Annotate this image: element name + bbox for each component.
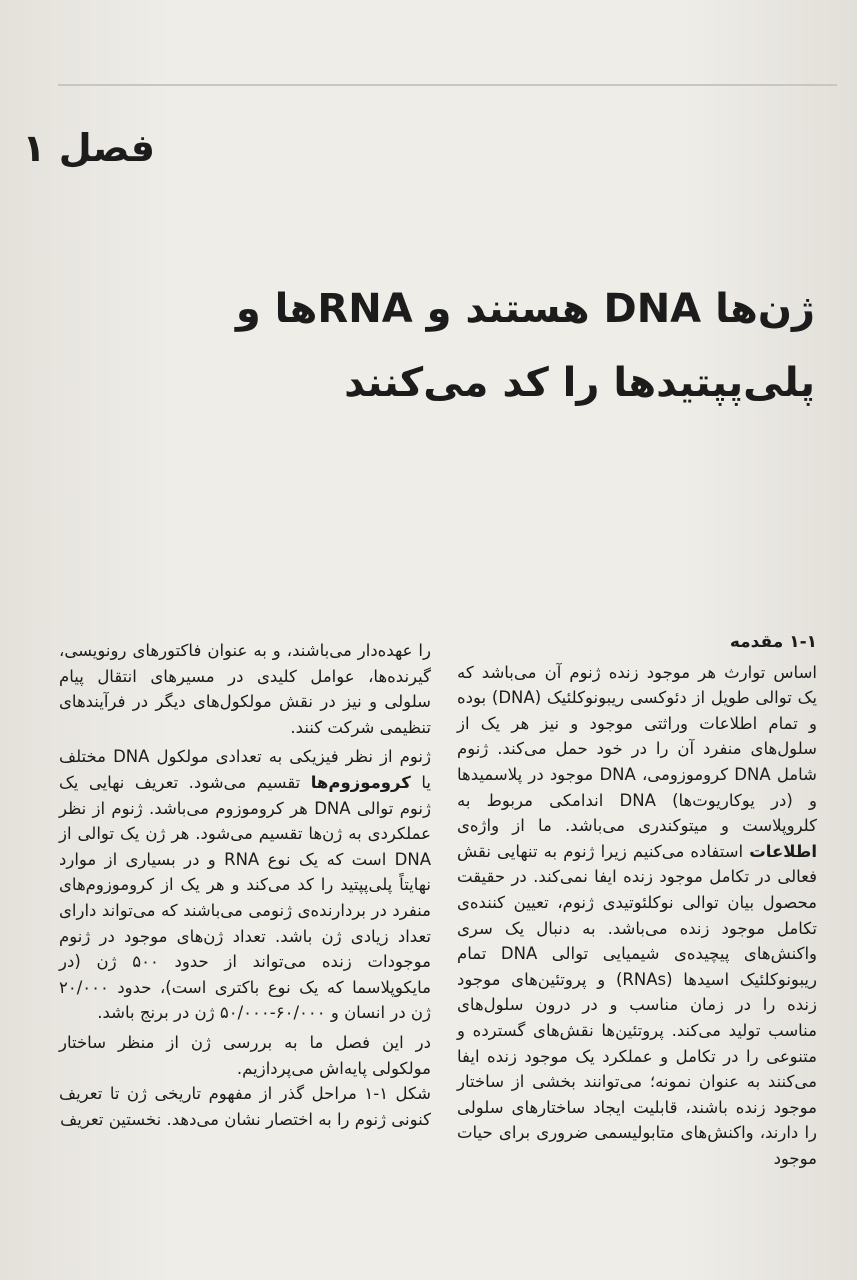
paragraph-genome [59,744,431,1026]
paragraph-chapter-scope: در این فصل ما به بررسی ژن از منظر ساختار مولکولی پایه‌اش می‌پردازیم. [59,1032,431,1078]
paragraph-genome-text-a: ژنوم از نظر فیزیکی به تعدادی مولکول DNA مختلف یا [59,747,431,792]
paragraph-figure-ref: شکل ۱-۱ مراحل گذر از مفهوم تاریخی ژن تا تعریف کنونی ژنوم را به اختصار نشان می‌دهد. نخستین تعریف [59,1084,431,1129]
paragraph-intro-text-b: استفاده می‌کنیم زیرا ژنوم به تنهایی نقش فعالی در تکامل موجود زنده ایفا نمی‌کند. در حقیقت محصول بیان توالی نوکلئوتیدی ژنوم، تعیین کننده‌ی تکامل موجود زنده می‌باشد. به دنبال یک سری واکنش‌های پیچیده‌ی شیمیایی توالی DNA تمام ریبونوکلئیک اسیدها (RNAs) و پروتئین‌های موجود زنده را در زمان مناسب و در درون سلول‌های مناسب تولید می‌کند. پروتئین‌ها نقش‌های گسترده و متنوعی را در تکامل و عملکرد یک موجود زنده ایفا می‌کنند به عنوان نمونه؛ می‌توانند بخشی از ساختار موجود زنده باشند، قابلیت ایجاد ساختارهای سلولی را دارند، واکنش‌های متابولیسمی ضروری برای حیات موجود [457,841,817,1168]
paragraph-intro-text-a: اساس توارث هر موجود زنده ژنوم آن می‌باشد که یک توالی طویل از دئوکسی ریبونوکلئیک (DNA) بوده و تمام اطلاعات وراثتی موجود و نیز هر یک از سلول‌های منفرد آن را در خود حمل می‌کند. ژنوم شامل DNA کروموزومی، DNA موجود در پلاسمیدها و (در یوکاریوت‌ها) DNA اندامکی مربوط به کلروپلاست و میتوکندری می‌باشد. ما از واژه‌ی [457,662,818,836]
paragraph-continued: را عهده‌دار می‌باشند، و به عنوان فاکتورهای رونویسی، گیرنده‌ها، عوامل کلیدی در مسیرهای انتقال پیام سلولی و نیز در نقش مولکول‌های دیگر در فرآیندهای تنظیمی شرکت کنند. [59,641,431,737]
paragraph-intro [457,660,817,1172]
left-column [59,638,431,1132]
chapter-label: فصل ۱ [22,126,155,170]
keyword-chromosomes: کروموزوم‌ها [310,772,411,792]
paragraph-genome-text-b: تقسیم می‌شود. تعریف نهایی یک ژنوم توالی DNA هر کروموزوم می‌باشد. ژنوم از نظر عملکردی به ژن‌ها تقسیم می‌شود. هر ژن یک توالی از DNA است که یک نوع RNA و در بسیاری از موارد نهایتاً پلی‌پپتید را کد می‌کند و هر یک از کروموزوم‌های منفرد در بردارنده‌ی ژنومی می‌باشند که می‌تواند دارای تعداد زیادی ژن باشد. تعداد ژن‌های موجود در ژنوم موجودات زنده می‌تواند از حدود ۵۰۰ ژن (در مایکوپلاسما که یک نوع باکتری است)، حدود ۲۰/۰۰۰ ژن در انسان و ۶۰/۰۰۰-۵۰/۰۰۰ ژن در برنج باشد. [59,772,431,1023]
header-rule [58,84,837,86]
right-column [457,630,817,1171]
chapter-title: ژن‌ها DNA هستند و RNAها و پلی‌پپتیدها را کد می‌کنند [235,286,815,406]
keyword-information: اطلاعات [749,841,817,861]
section-heading: ۱-۱ مقدمه [729,632,817,652]
